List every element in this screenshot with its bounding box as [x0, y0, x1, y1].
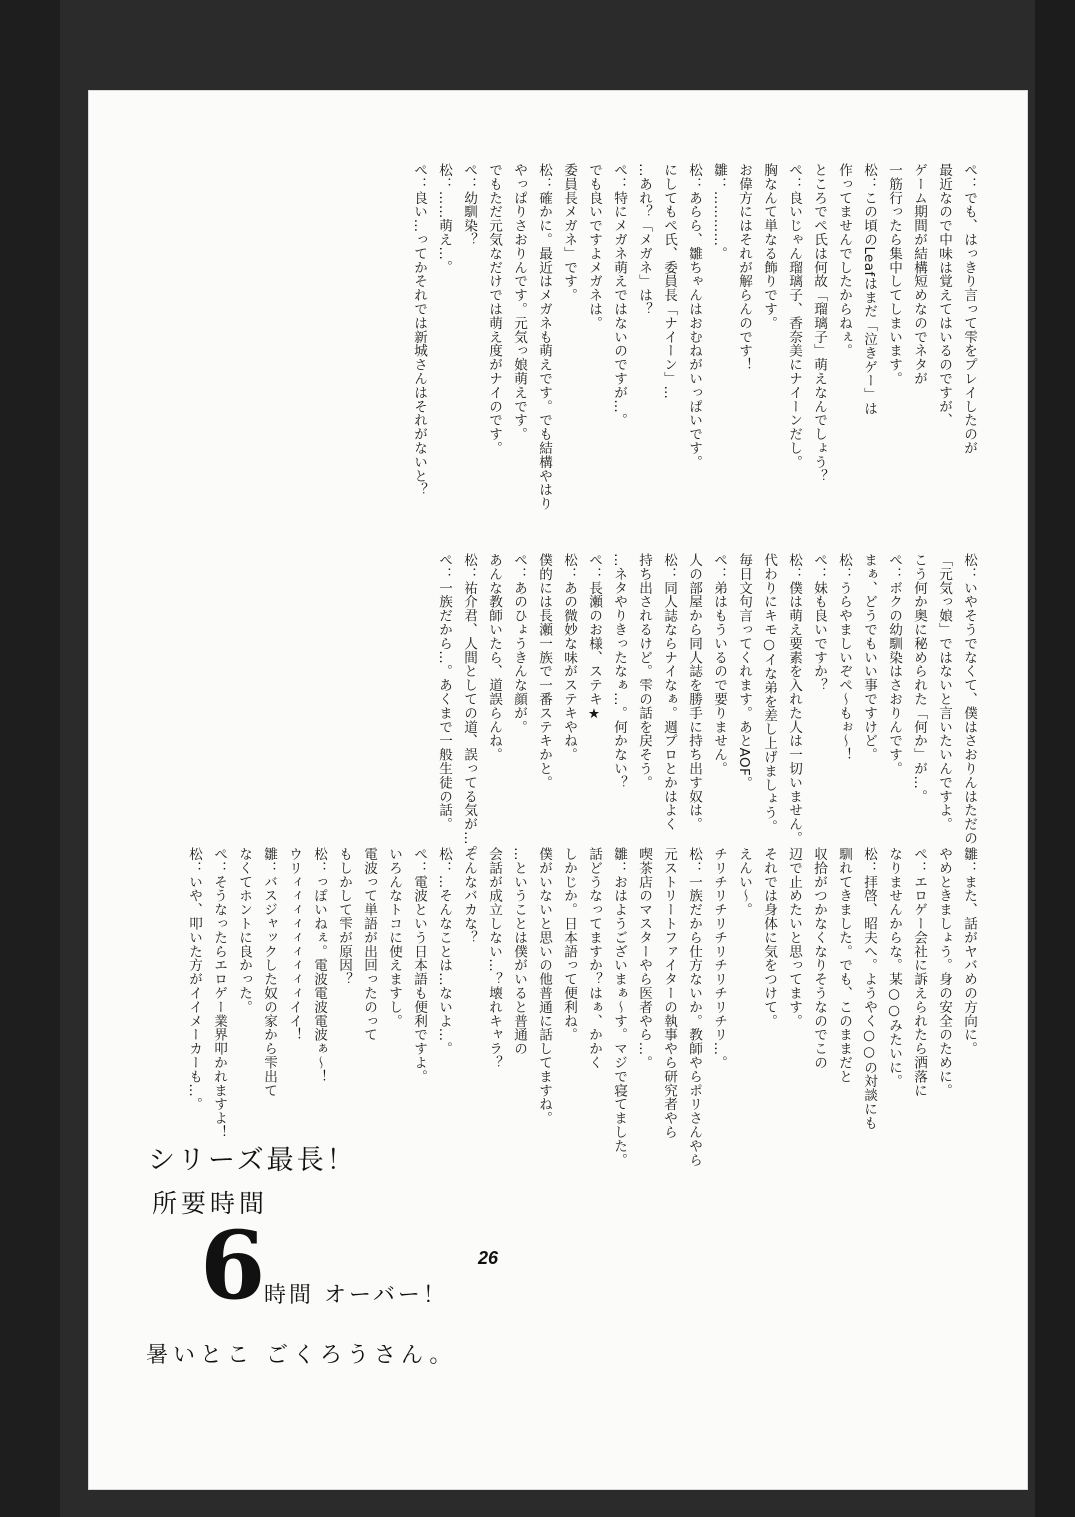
dialogue-line: ぺ：エロゲー会社に訴えられたら洒落に	[911, 847, 927, 1098]
dialogue-line: こう何か奥に秘められた「何か」が…。	[911, 553, 927, 804]
dialogue-line: あんな教師いたら、道誤らんね。	[486, 553, 502, 762]
dialogue-line: 松：……萌え…。	[436, 163, 452, 275]
dialogue-line: それでは身体に気をつけて。	[761, 847, 777, 1028]
dialogue-line: でも良いですよメガネは。	[586, 163, 602, 330]
dialogue-line: 雛：おはようございまぁ～す。マジで寝てました。	[611, 847, 627, 1167]
dialogue-line: ぺ：一族だから…。あくまで一般生徒の話。	[436, 553, 452, 831]
dialogue-line: しかじか。日本語って便利ね。	[561, 847, 577, 1042]
dialogue-line: 松：この頃のLeafはまだ「泣きゲー」は	[861, 163, 877, 416]
dialogue-line: 話どうなってますか？はぁ、かかく	[586, 847, 602, 1070]
dialogue-line: 喫茶店のマスターやら医者やら…。	[636, 847, 652, 1070]
dialogue-line: 松：僕は萌え要素を入れた人は一切いません。	[786, 553, 802, 845]
dialogue-line: 僕がいないと思いの他普通に話してますね。	[536, 847, 552, 1125]
handwritten-line-hours-over: 時間 オーバー！	[264, 1283, 448, 1308]
dialogue-line: ゲーム期間が結構短めなのでネタが	[911, 163, 927, 386]
scan-edge-right	[1035, 0, 1075, 1517]
dialogue-line: ぺ：あのひょうきんな顔が。	[511, 553, 527, 734]
dialogue-line: 雛：また、話がヤバめの方向に。	[961, 847, 977, 1056]
dialogue-line: なりませんからな。某○○みたいに。	[886, 847, 902, 1089]
handwritten-line-time-required: 所要時間	[152, 1189, 269, 1218]
dialogue-line: 作ってませんでしたからねぇ。	[836, 163, 852, 358]
dialogue-line: やめときましょう。身の安全のために。	[936, 847, 952, 1098]
dialogue-line: 電波って単語が出回ったのって	[361, 847, 377, 1042]
dialogue-line: 雛：…………。	[711, 163, 727, 261]
dialogue-tier-top	[406, 163, 981, 513]
dialogue-line: お偉方にはそれが解らんのです！	[736, 163, 752, 372]
dialogue-line: にしてもぺ氏、委員長「ナイーン」…	[661, 163, 677, 400]
dialogue-line: やっぱりさおりんです。元気っ娘萌えです。	[511, 163, 527, 441]
dialogue-line: ぺ：妹も良いですか？	[811, 553, 827, 692]
dialogue-line: ところでぺ氏は何故「瑠璃子」萌えなんでしょう？	[811, 163, 827, 483]
dialogue-line: そんなバカな？	[461, 847, 477, 945]
dialogue-line: 会話が成立しない…？壊れキャラ？	[486, 847, 502, 1070]
dialogue-line: ぺ：長瀬のお様、ステキ★	[586, 553, 602, 723]
dialogue-line: もしかして雫が原因？	[336, 847, 352, 986]
dialogue-line: ぺ：弟はもういるので要りません。	[711, 553, 727, 776]
dialogue-line: 松：同人誌ならナイなぁ。週プロとかはよく	[661, 553, 677, 831]
dialogue-line: 松：確かに。最近はメガネも萌えです。でも結構やはり	[536, 163, 552, 511]
dialogue-line: ぺ：そうなったらエロゲー業界叩かれますよ！	[211, 847, 227, 1139]
dialogue-line: ぺ：ボクの幼馴染はさおりんです。	[886, 553, 902, 776]
dialogue-line: 馴れてきました。でも、このままだと	[836, 847, 852, 1084]
dialogue-line: ぺ：良い…ってかそれでは新城さんはそれがないと？	[411, 163, 427, 497]
dialogue-line: ぺ：幼馴染？	[461, 163, 477, 247]
dialogue-line: 松：っぽいねぇ。電波電波電波ぁ～！	[311, 847, 327, 1084]
dialogue-line: なくてホントに良かった。	[236, 847, 252, 1014]
handwritten-note	[140, 1138, 500, 1388]
dialogue-line: 松：いやそうでなくて、僕はさおりんはただの	[961, 553, 977, 845]
dialogue-line: 胸なんて単なる飾りです。	[761, 163, 777, 330]
dialogue-line: 松：…そんなことは…ないよ…。	[436, 847, 452, 1056]
handwritten-line-thanks: 暑いとこ ごくろうさん。	[146, 1343, 457, 1368]
dialogue-line: ぺ：電波という日本語も便利ですよ。	[411, 847, 427, 1084]
dialogue-line: 「元気っ娘」ではないと言いたいんですよ。	[936, 553, 952, 831]
dialogue-line: 持ち出されるけど。雫の話を戻そう。	[636, 553, 652, 790]
dialogue-line: 最近なので中味は覚えてはいるのですが、	[936, 163, 952, 428]
dialogue-line: 松：あの微妙な味がステキやね。	[561, 553, 577, 762]
dialogue-line: えんい～。	[736, 847, 752, 917]
dialogue-line: ぺ：でも、はっきり言って雫をプレイしたのが	[961, 163, 977, 455]
dialogue-tier-middle	[431, 553, 981, 859]
dialogue-line: 毎日文句言ってくれます。あとAOF。	[736, 553, 752, 790]
handwritten-big-number: 6	[200, 1211, 266, 1321]
dialogue-line: でもただ元気なだけでは萌え度がナイのです。	[486, 163, 502, 455]
dialogue-line: 松：あらら、雛ちゃんはおむねがいっぱいです。	[686, 163, 702, 469]
dialogue-line: 僕的には長瀬一族で一番ステキかと。	[536, 553, 552, 790]
dialogue-line: ぺ：特にメガネ萌えではないのですが…。	[611, 163, 627, 428]
dialogue-line: 委員長メガネ」です。	[561, 163, 577, 302]
dialogue-line: 元ストリートファイターの執事やら研究者やら	[661, 847, 677, 1139]
dialogue-line: 雛：バスジャックした奴の家から雫出て	[261, 847, 277, 1098]
handwritten-line-series-longest: シリーズ最長！	[148, 1145, 357, 1176]
dialogue-tier-bottom	[181, 847, 981, 1187]
dialogue-line: …あれ？「メガネ」は？	[636, 163, 652, 316]
dialogue-line: …ネタやりきったなぁ…。何かない？	[611, 553, 627, 790]
dialogue-line: 辺で止めたいと思ってます。	[786, 847, 802, 1028]
dialogue-line: ウリィィィィィィィィィイイ！	[286, 847, 302, 1042]
page-number: 26	[478, 1248, 499, 1268]
dialogue-line: チリチリチリチリチリチリチリ…。	[711, 847, 727, 1070]
dialogue-line: 代わりにキモ○イな弟を差し上げましょう。	[761, 553, 777, 834]
scan-edge-left	[0, 0, 60, 1517]
dialogue-line: 人の部屋から同人誌を勝手に持ち出す奴は。	[686, 553, 702, 831]
dialogue-line: 収拾がつかなくなりそうなのでこの	[811, 847, 827, 1070]
dialogue-line: 松：うらやましいぞぺ～もぉ～！	[836, 553, 852, 762]
dialogue-line: …ということは僕がいると普通の	[511, 847, 527, 1056]
dialogue-line: 松：祐介君、人間としての道、誤ってる気が…。	[461, 553, 477, 859]
dialogue-line: 一筋行ったら集中してしまいます。	[886, 163, 902, 386]
dialogue-line: 松：いや、叩いた方がイイメーカーも…。	[186, 847, 202, 1112]
dialogue-line: ぺ：良いじゃん瑠璃子、香奈美にナイーンだし。	[786, 163, 802, 469]
dialogue-line: まぁ、どうでもいい事ですけど。	[861, 553, 877, 762]
dialogue-line: 松：一族だから仕方ないか。教師やらポリさんやら	[686, 847, 702, 1167]
dialogue-line: いろんなトコに使えますし。	[386, 847, 402, 1028]
dialogue-line: 松：拝啓、昭夫へ。ようやく○○の対談にも	[861, 847, 877, 1130]
